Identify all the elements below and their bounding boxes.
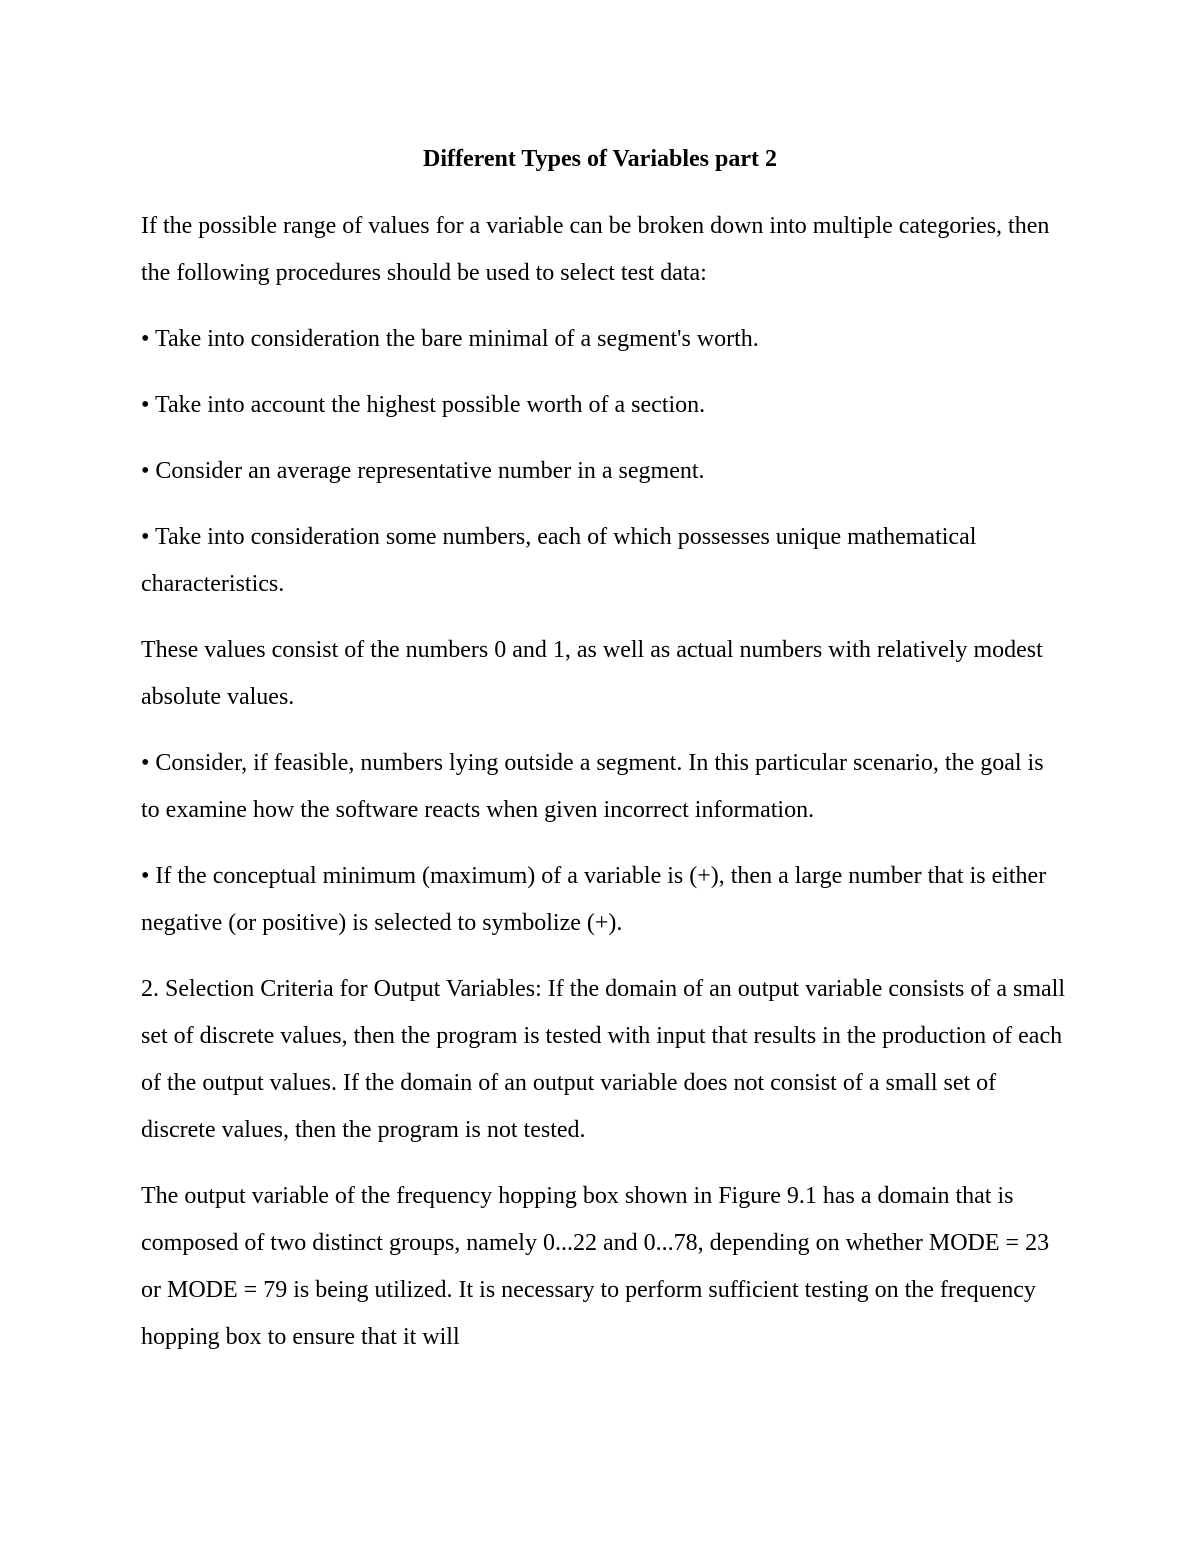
bullet-outside-segment: • Consider, if feasible, numbers lying outside a segment. In this particular scenario, the goal is to examine how the software reacts when given incorrect information. (141, 750, 1044, 823)
document-body (141, 203, 1066, 1380)
paragraph-output-criteria: 2. Selection Criteria for Output Variables: If the domain of an output variable consists of a small set of discrete values, then the program is tested with input that results in the production of each of the output values. If the domain of an output variable does not consist of a small set of discrete values, then the program is not tested. (141, 976, 1065, 1143)
paragraph-frequency-hopping: The output variable of the frequency hopping box shown in Figure 9.1 has a domain that is composed of two distinct groups, namely 0...22 and 0...78, depending on whether MODE = 23 or MODE = 79 is being utilized. It is necessary to perform sufficient testing on the frequency hopping box to ensure that it will (141, 1183, 1050, 1350)
bullet-maximum: • Take into account the highest possible worth of a section. (141, 392, 706, 418)
paragraph-special-values: These values consist of the numbers 0 and 1, as well as actual numbers with relatively modest absolute values. (141, 637, 1043, 710)
paragraph-intro: If the possible range of values for a variable can be broken down into multiple categories, then the following procedures should be used to select test data: (141, 213, 1050, 286)
bullet-average: • Consider an average representative number in a segment. (141, 458, 705, 484)
bullet-conceptual-extremes: • If the conceptual minimum (maximum) of a variable is (+), then a large number that is either negative (or positive) is selected to symbolize (+). (141, 863, 1047, 936)
page-title: Different Types of Variables part 2 (423, 146, 777, 172)
bullet-minimum: • Take into consideration the bare minimal of a segment's worth. (141, 326, 759, 352)
bullet-special-numbers: • Take into consideration some numbers, each of which possesses unique mathematical characteristics. (141, 524, 977, 597)
